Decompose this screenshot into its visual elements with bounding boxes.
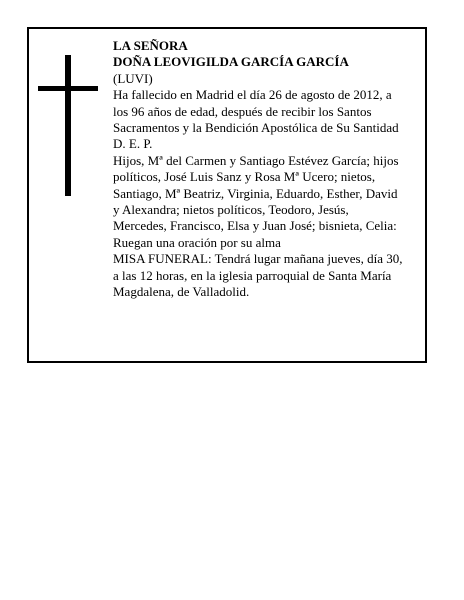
prayer-request: Ruegan una oración por su alma: [113, 234, 281, 250]
rip-line: D. E. P.: [113, 136, 153, 152]
funeral-mass-line: MISA FUNERAL: Tendrá lugar mañana jueves, día 30,: [113, 251, 403, 267]
deceased-name: DOÑA LEOVIGILDA GARCÍA GARCÍA: [113, 54, 349, 70]
family-line: Mercedes, Francisco, Elsa y Juan José; bisnieta, Celia:: [113, 218, 397, 234]
funeral-mass-line: Magdalena, de Valladolid.: [113, 284, 250, 300]
funeral-mass-line: a las 12 horas, en la iglesia parroquial de Santa María: [113, 267, 392, 283]
obituary-text: [113, 38, 425, 301]
notice-body-line: Ha fallecido en Madrid el día 26 de agosto de 2012, a: [113, 87, 392, 103]
notice-body-line: Sacramentos y la Bendición Apostólica de Su Santidad: [113, 120, 399, 136]
notice-heading-line: LA SEÑORA: [113, 38, 188, 53]
notice-body-line: los 96 años de edad, después de recibir los Santos: [113, 103, 372, 119]
family-line: Hijos, Mª del Carmen y Santiago Estévez García; hijos: [113, 152, 399, 168]
cross-vertical-bar: [65, 55, 71, 196]
latin-cross-icon: [38, 55, 98, 196]
cross-horizontal-bar: [38, 86, 98, 91]
family-line: políticos, José Luis Sanz y Rosa Mª Ucero; nietos,: [113, 169, 376, 185]
family-line: Santiago, Mª Beatriz, Virginia, Eduardo, Esther, David: [113, 185, 398, 201]
nickname: (LUVI): [113, 70, 153, 86]
family-line: y Alexandra; nietos políticos, Teodoro, Jesús,: [113, 202, 349, 218]
